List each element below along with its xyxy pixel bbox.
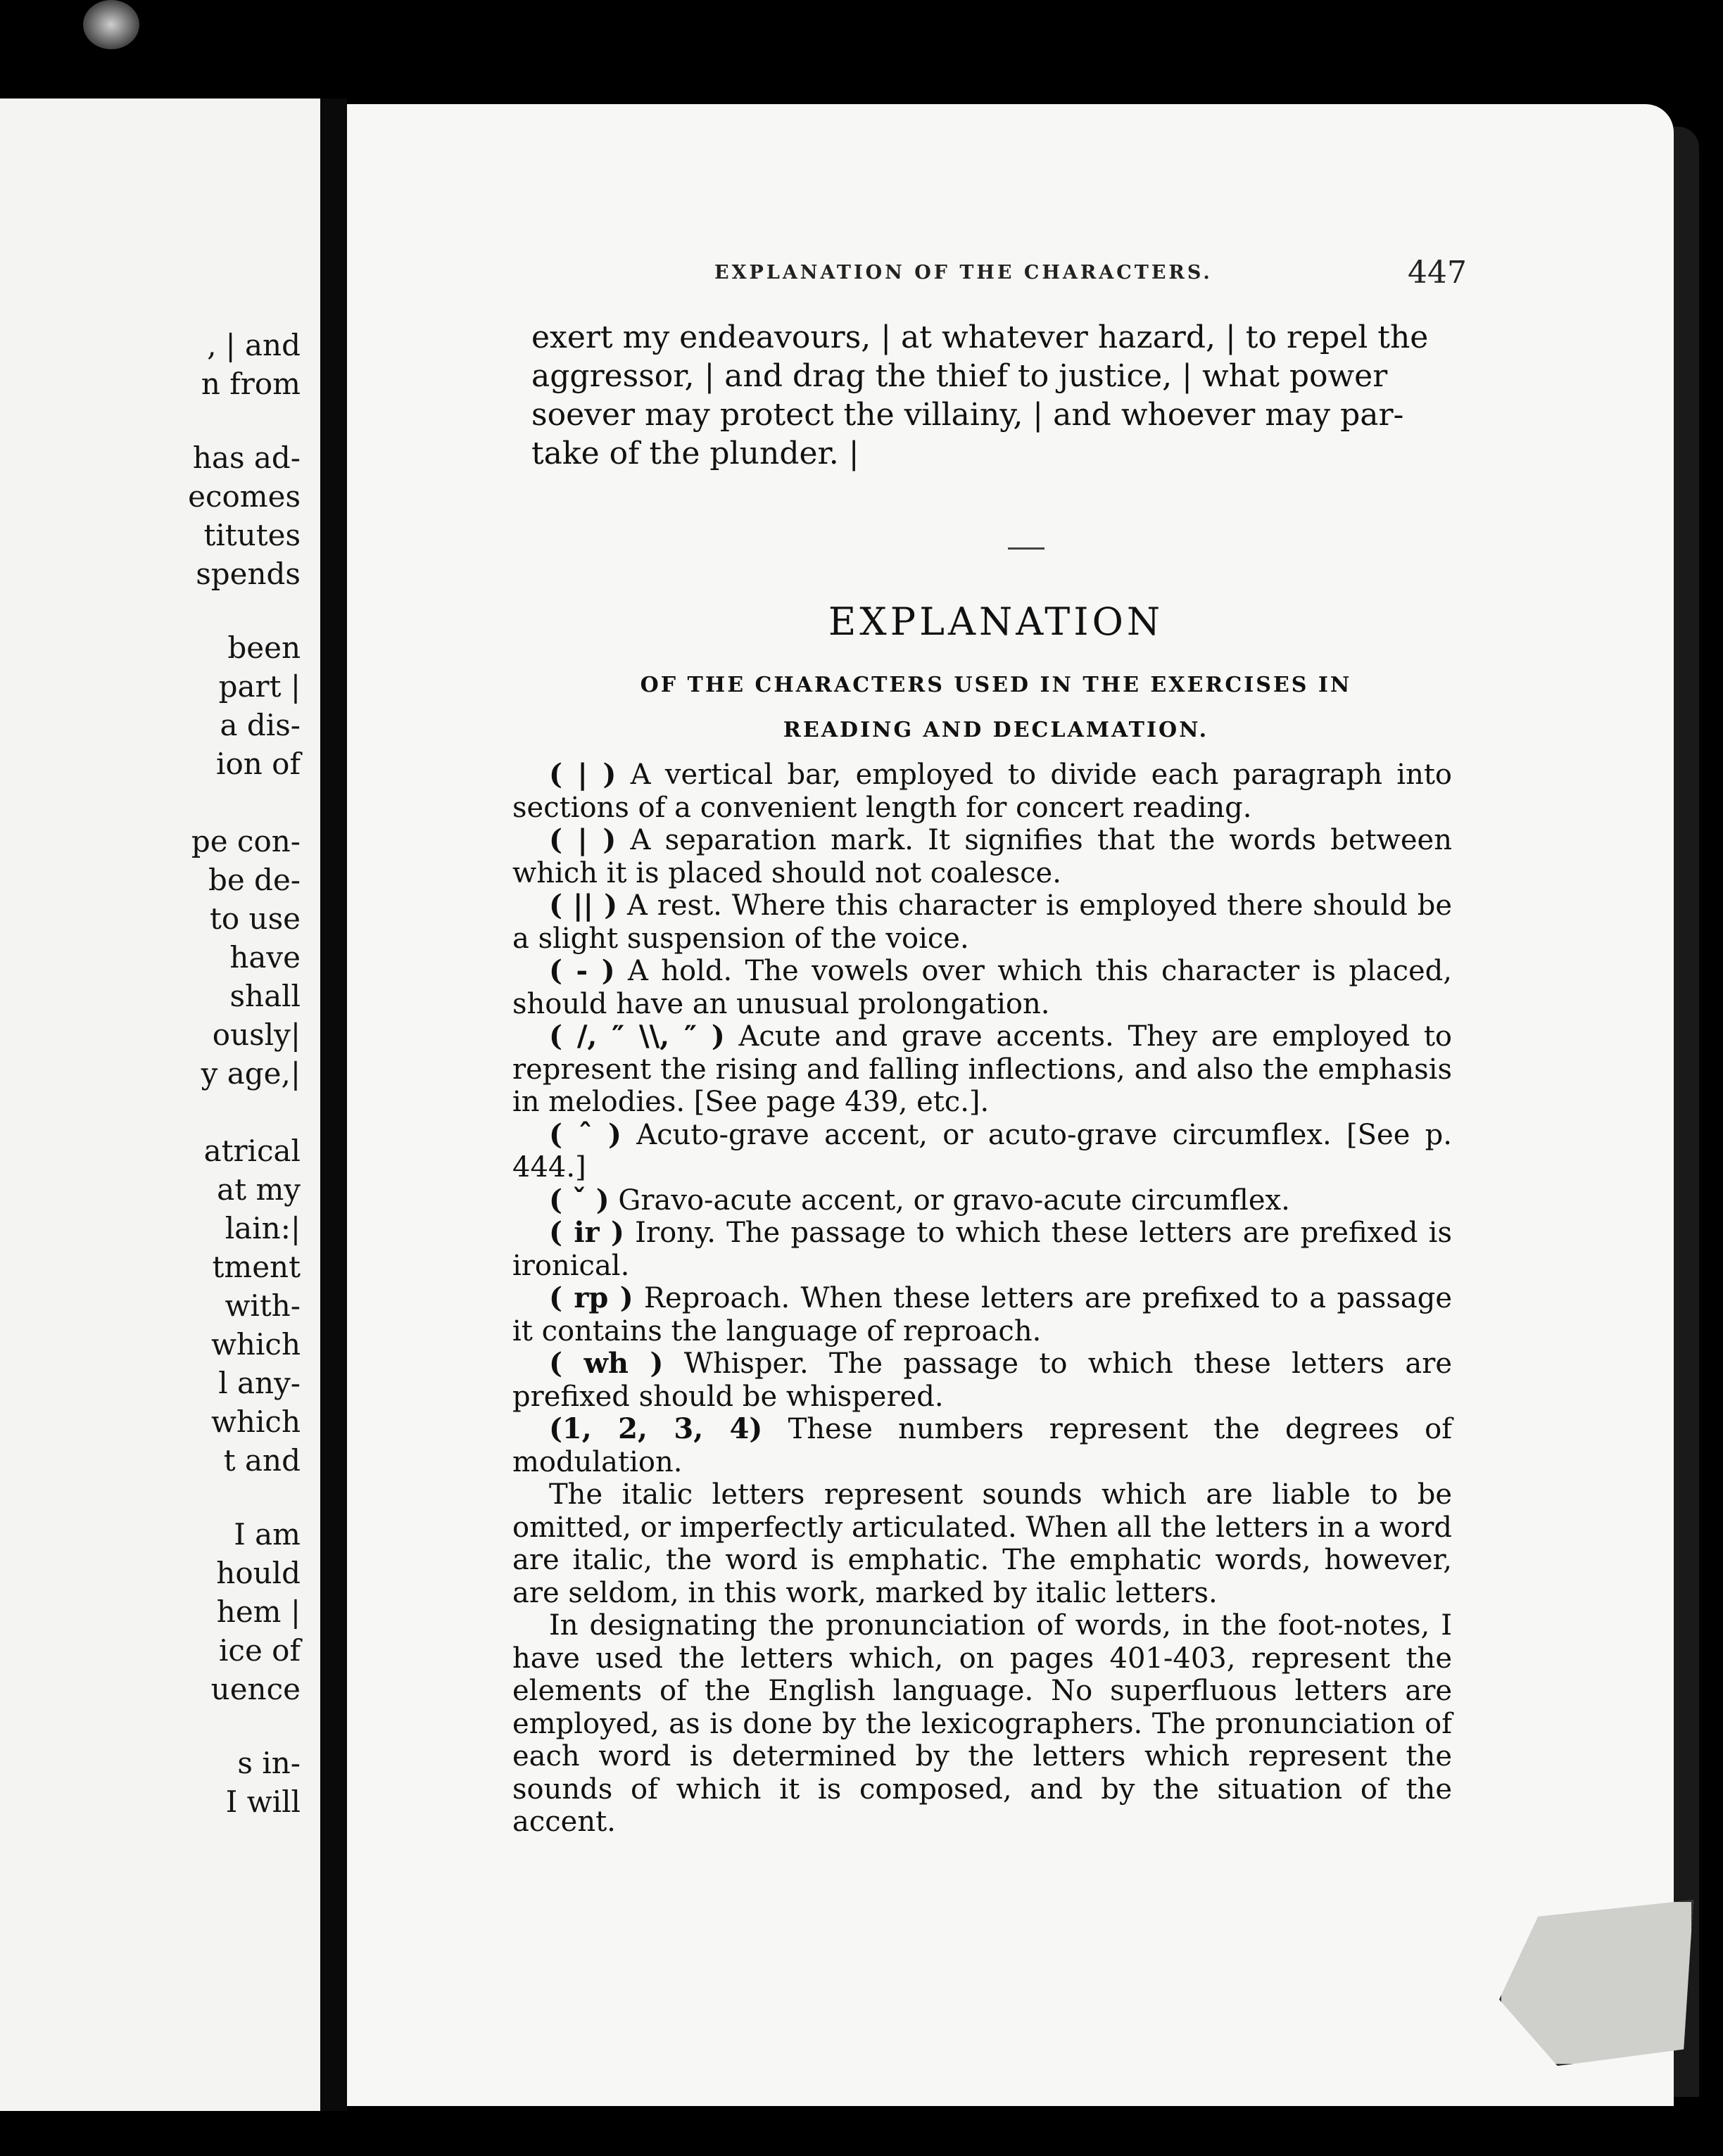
left-page-fragment: have <box>229 940 301 975</box>
left-page-fragment: which <box>210 1404 301 1439</box>
entry-symbol: ( ir ) <box>549 1216 624 1249</box>
entry-text: These numbers represent the degrees of modulation. <box>512 1413 1452 1478</box>
left-page <box>0 99 320 2111</box>
section-divider <box>1008 547 1044 550</box>
left-page-fragment: pe con- <box>191 824 301 858</box>
left-page-fragment: t and <box>223 1443 301 1478</box>
left-page-fragment: I will <box>225 1784 301 1819</box>
entry <box>512 1282 1452 1348</box>
left-page-fragment: a dis- <box>220 708 301 742</box>
left-page-fragment: s in- <box>237 1746 301 1780</box>
left-page-fragment: titutes <box>203 518 301 552</box>
entry <box>512 1478 1452 1609</box>
left-page-fragment: l any- <box>218 1366 301 1400</box>
left-page-fragment: which <box>210 1327 301 1362</box>
running-head: EXPLANATION OF THE CHARACTERS. <box>714 262 1213 284</box>
entry <box>512 889 1452 955</box>
entry-text: A separation mark. It signifies that the words between which it is placed should not coalesce. <box>512 824 1452 889</box>
entry-symbol: (1, 2, 3, 4) <box>549 1412 763 1445</box>
left-page-fragment: been <box>227 630 301 665</box>
entry-text: In designating the pronunciation of words, in the foot-notes, I have used the letters which, on pages 401-403, represent the elements of the English language. No superfluous letters are employed, as is done by the lexicographers. The pronunciation of each word is determined by the letters which represent the sounds of which it is composed, and by the situation of the accent. <box>512 1609 1452 1838</box>
entry-text: Irony. The passage to which these letters are prefixed is ironical. <box>512 1217 1453 1282</box>
left-page-fragment: hould <box>216 1556 301 1590</box>
left-page-fragment: y age,| <box>201 1056 301 1091</box>
left-page-fragment: hem | <box>216 1594 301 1629</box>
carry-over-line: soever may protect the villainy, | and whoever may par- <box>531 397 1404 433</box>
left-page-fragment: n from <box>201 367 301 401</box>
entry <box>512 824 1452 889</box>
entry <box>512 1184 1452 1217</box>
entry <box>512 1217 1452 1282</box>
subtitle-line: READING AND DECLAMATION. <box>783 718 1209 742</box>
entry <box>512 1020 1452 1119</box>
entry-text: A rest. Where this character is employed there should be a slight suspension of the voice. <box>512 889 1452 955</box>
left-page-fragment: lain:| <box>225 1211 301 1245</box>
left-page-fragment: shall <box>229 979 301 1013</box>
left-page-fragment: to use <box>210 901 301 936</box>
explanation-body <box>512 759 1452 1839</box>
carry-over-line: take of the plunder. | <box>531 436 859 471</box>
left-page-fragment: uence <box>210 1672 301 1706</box>
left-page-fragment: be de- <box>208 863 301 897</box>
entry-text: Gravo-acute accent, or gravo-acute circumflex. <box>618 1184 1290 1217</box>
left-page-fragment: ously| <box>212 1017 301 1052</box>
entry <box>512 759 1452 824</box>
book-spine <box>320 99 347 2111</box>
entry-symbol: ( || ) <box>549 889 618 922</box>
entry <box>512 1119 1452 1184</box>
entry-symbol: ( rp ) <box>549 1281 633 1314</box>
entry-text: Acuto-grave accent, or acuto-grave circumflex. [See p. 444.] <box>512 1118 1453 1184</box>
entry-symbol: ( ˇ ) <box>549 1183 610 1217</box>
carry-over-paragraph <box>531 318 1464 473</box>
left-page-fragment: ice of <box>219 1633 301 1668</box>
section-title: EXPLANATION <box>828 600 1164 644</box>
section-subtitle <box>531 663 1460 753</box>
subtitle-line: OF THE CHARACTERS USED IN THE EXERCISES IN <box>640 673 1352 697</box>
left-page-fragment: ion of <box>216 747 301 781</box>
left-page-fragment: spends <box>196 557 301 591</box>
left-page-fragment: ecomes <box>188 479 301 514</box>
page-number: 447 <box>1408 255 1467 291</box>
entry <box>512 1413 1452 1478</box>
left-page-fragment: has ad- <box>192 440 301 475</box>
entry-symbol: ( /, ″ \\, ″ ) <box>549 1020 725 1053</box>
entry-symbol: ( ˆ ) <box>549 1117 621 1151</box>
page-edge-shadow <box>1674 127 1699 2097</box>
ink-blot <box>83 0 139 49</box>
entry-symbol: ( | ) <box>549 823 617 856</box>
entry-text: Reproach. When these letters are prefixed to a passage it contains the language of reproach. <box>512 1282 1452 1348</box>
entry <box>512 1609 1452 1839</box>
entry <box>512 1348 1452 1413</box>
carry-over-line: aggressor, | and drag the thief to justice, | what power <box>531 358 1388 394</box>
entry-symbol: ( - ) <box>549 954 615 987</box>
entry-text: The italic letters represent sounds which are liable to be omitted, or imperfectly articulated. When all the letters in a word are italic, the word is emphatic. The emphatic words, however, are seldom, in this work, marked by italic letters. <box>512 1478 1452 1609</box>
entry-symbol: ( | ) <box>549 758 617 791</box>
entry <box>512 955 1452 1020</box>
left-page-fragment: at my <box>217 1172 301 1207</box>
carry-over-line: exert my endeavours, | at whatever hazard, | to repel the <box>531 319 1429 355</box>
left-page-fragment: I am <box>234 1517 301 1552</box>
entry-symbol: ( wh ) <box>549 1347 664 1380</box>
left-page-fragment: part | <box>218 669 301 704</box>
left-page-fragment: atrical <box>203 1134 301 1168</box>
entry-text: Whisper. The passage to which these letters are prefixed should be whispered. <box>512 1348 1453 1413</box>
entry-text: A vertical bar, employed to divide each paragraph into sections of a convenient length for concert reading. <box>512 759 1452 824</box>
left-page-fragment: ‚ | and <box>206 328 301 362</box>
entry-text: A hold. The vowels over which this character is placed, should have an unusual prolongation. <box>512 955 1452 1020</box>
entry-text: Acute and grave accents. They are employed to represent the rising and falling inflections, and also the emphasis in melodies. [See page 439, etc.]. <box>512 1020 1452 1118</box>
left-page-fragment: with- <box>225 1288 301 1323</box>
left-page-fragment: tment <box>212 1250 301 1284</box>
